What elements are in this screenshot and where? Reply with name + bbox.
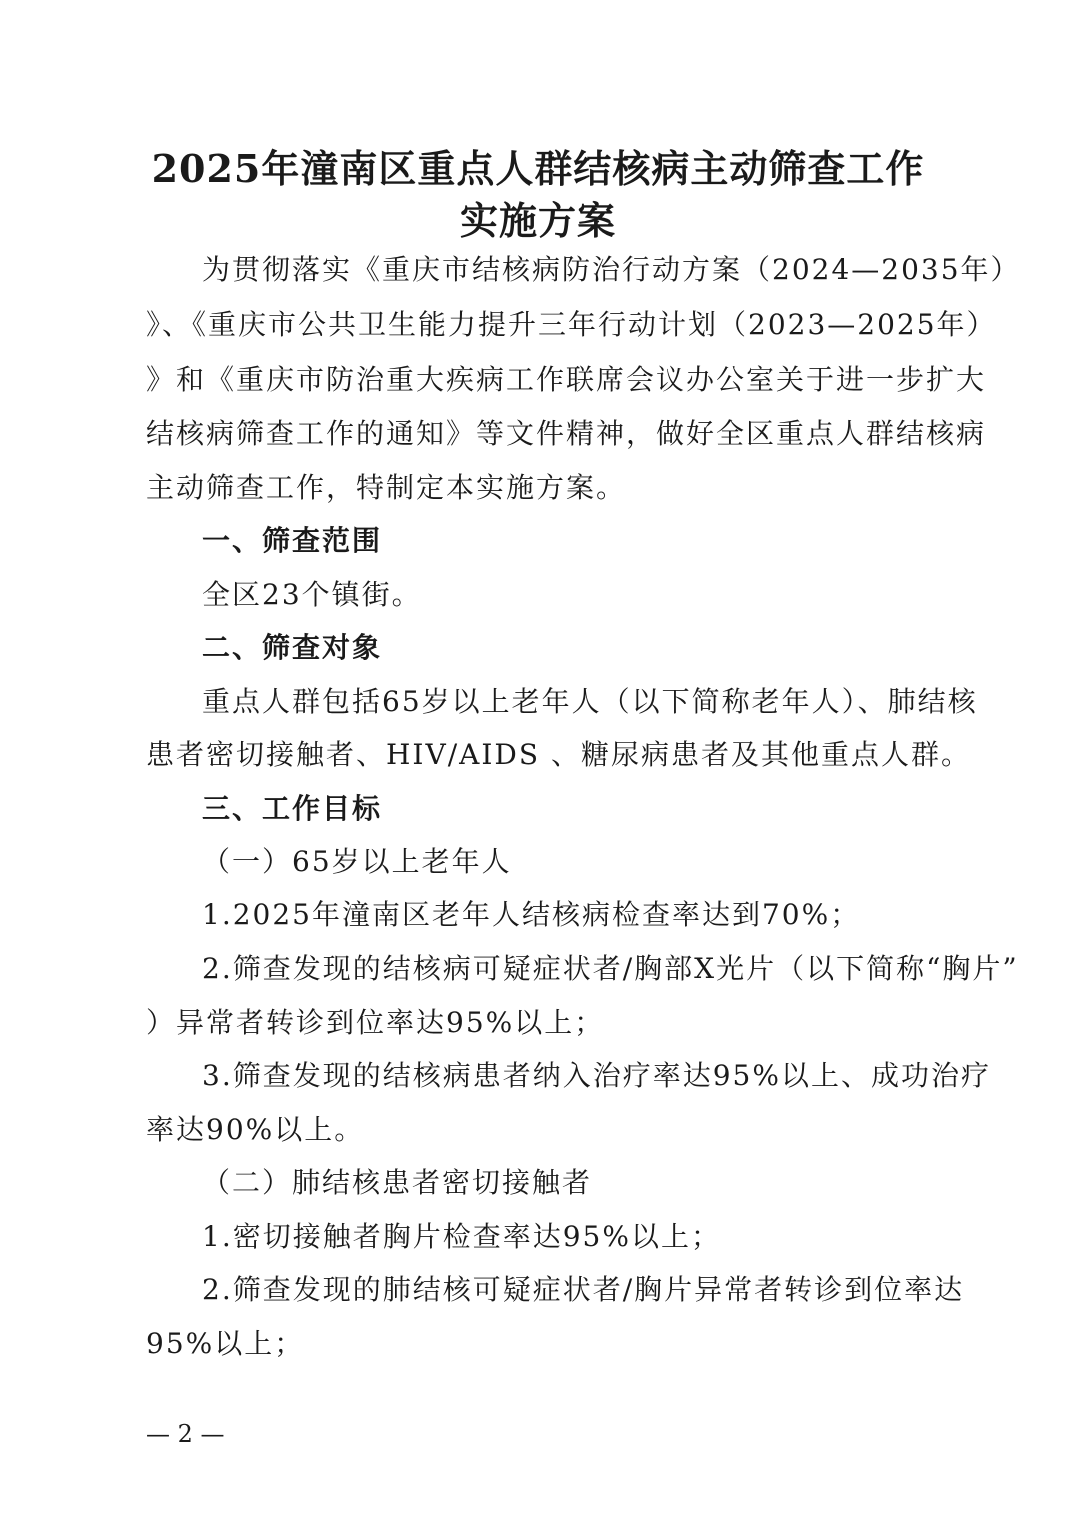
list-item: 2.筛查发现的肺结核可疑症状者/胸片异常者转诊到位率达 [202,1273,965,1306]
list-item: 95%以上； [146,1327,305,1360]
subsection-heading-contacts: （二）肺结核患者密切接触者 [202,1166,593,1199]
subsection-heading-elderly: （一）65岁以上老年人 [202,845,512,878]
intro-line: 为贯彻落实《重庆市结核病防治行动方案（2024—2035年） [202,253,1021,286]
section-text-scope: 全区23个镇街。 [202,578,422,611]
page-number: — 2 — [146,1420,225,1448]
section-heading-targets: 二、筛查对象 [202,631,383,664]
list-item: 1.2025年潼南区老年人结核病检查率达到70%； [202,898,861,931]
section-text-targets: 患者密切接触者、HIV/AIDS 、糖尿病患者及其他重点人群。 [146,738,971,771]
section-text-targets: 重点人群包括65岁以上老年人（以下简称老年人）、肺结核 [202,685,978,718]
document-title-line-2: 实施方案 [459,198,616,243]
section-heading-goals: 三、工作目标 [202,792,383,825]
intro-line: 结核病筛查工作的通知》等文件精神，做好全区重点人群结核病 [146,417,987,450]
list-item: ）异常者转诊到位率达95%以上； [146,1006,605,1039]
document-title-line-1: 2025年潼南区重点人群结核病主动筛查工作 [151,146,925,191]
list-item: 1.密切接触者胸片检查率达95%以上； [202,1220,721,1253]
list-item: 2.筛查发现的结核病可疑症状者/胸部X光片（以下简称“胸片” [202,952,1019,985]
intro-line: 》、《重庆市公共卫生能力提升三年行动计划（2023—2025年） [146,308,997,341]
intro-line: 》和《重庆市防治重大疾病工作联席会议办公室关于进一步扩大 [146,363,987,396]
list-item: 3.筛查发现的结核病患者纳入治疗率达95%以上、成功治疗 [202,1059,991,1092]
section-heading-scope: 一、筛查范围 [202,524,383,557]
list-item: 率达90%以上。 [146,1113,365,1146]
intro-line: 主动筛查工作，特制定本实施方案。 [146,471,627,504]
